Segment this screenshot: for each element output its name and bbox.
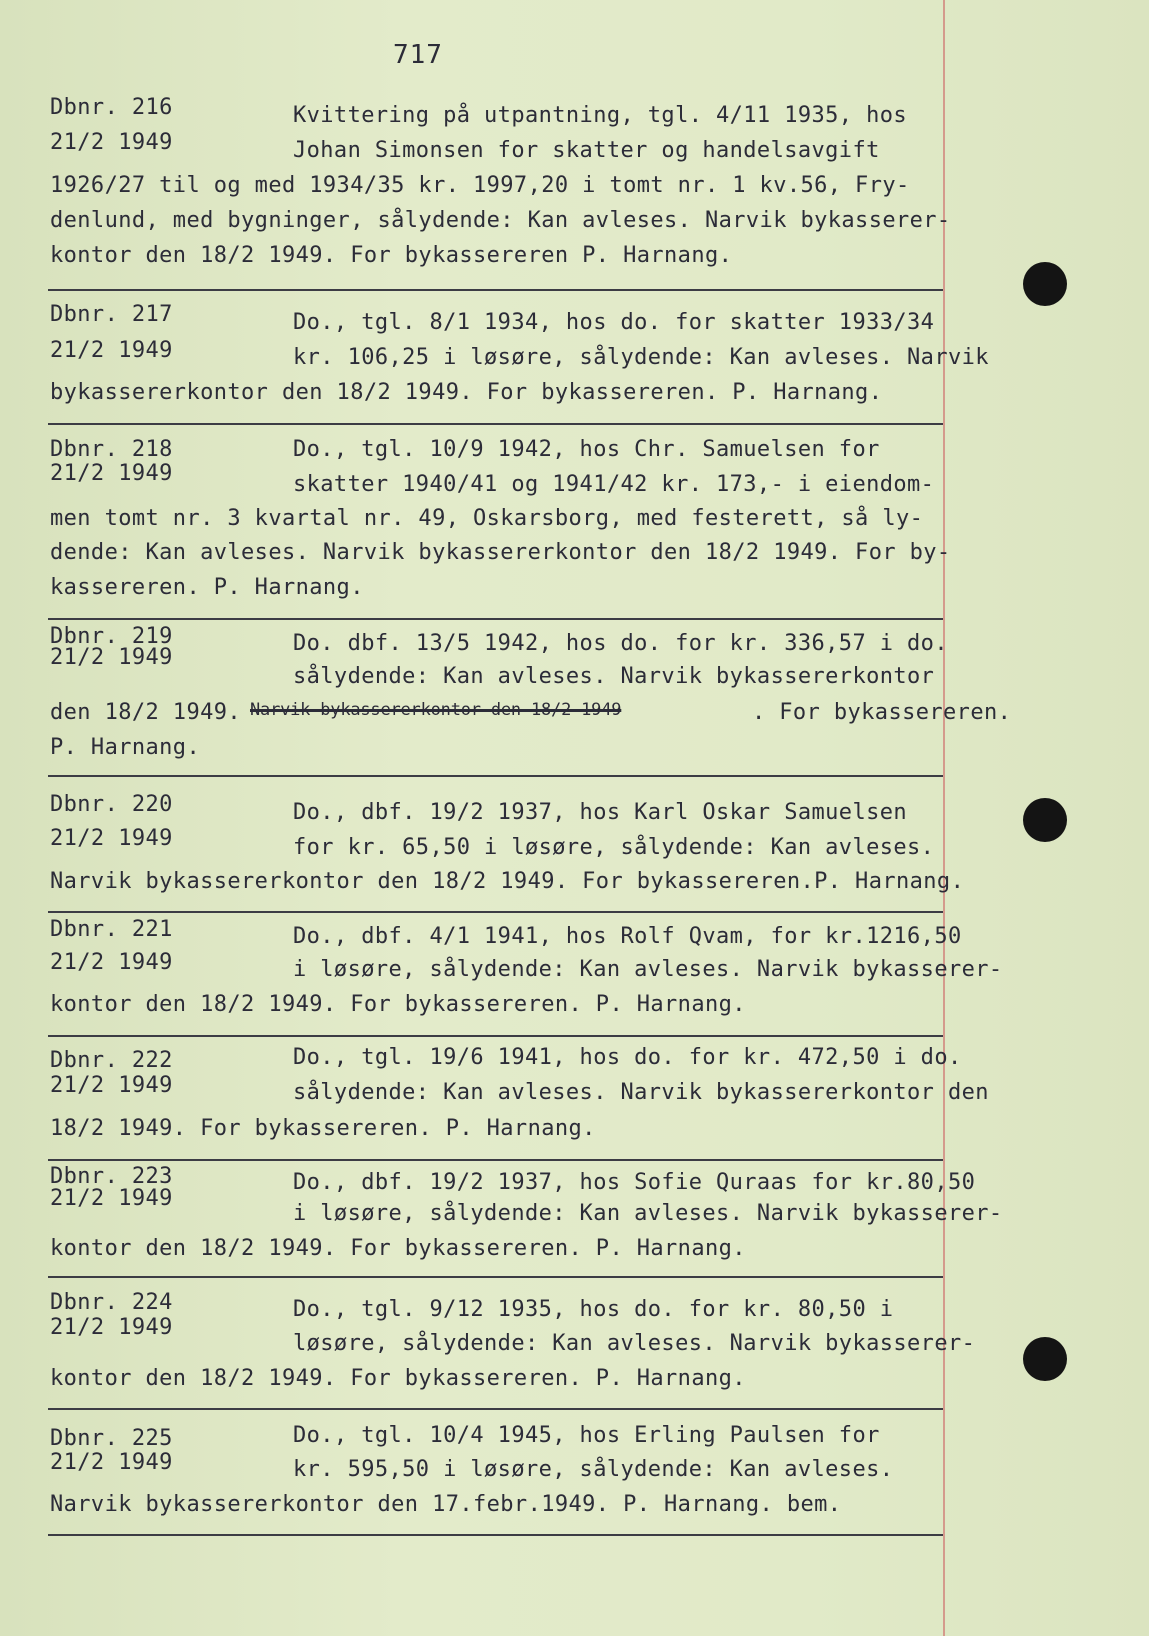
entry-number: Dbnr. 225 bbox=[50, 1426, 173, 1451]
entry-divider bbox=[48, 289, 943, 291]
entry-text-line: kassereren. P. Harnang. bbox=[50, 575, 364, 600]
entry-divider bbox=[48, 1408, 943, 1410]
entry-date: 21/2 1949 bbox=[50, 1186, 173, 1211]
entry-number: Dbnr. 221 bbox=[50, 917, 173, 942]
entry-text-line: Do., tgl. 10/4 1945, hos Erling Paulsen for bbox=[293, 1423, 880, 1448]
entry-divider bbox=[48, 1035, 943, 1037]
entry-text-line: Do., tgl. 9/12 1935, hos do. for kr. 80,50 i bbox=[293, 1297, 894, 1322]
entry-text-line: Do., tgl. 8/1 1934, hos do. for skatter 1933/34 bbox=[293, 310, 935, 335]
entry-text-line: Kvittering på utpantning, tgl. 4/11 1935, hos bbox=[293, 103, 908, 128]
entry-date: 21/2 1949 bbox=[50, 826, 173, 851]
entry-text-line: sålydende: Kan avleses. Narvik bykassererkontor den bbox=[293, 1080, 989, 1105]
entry-text-line: Do., tgl. 19/6 1941, hos do. for kr. 472,50 i do. bbox=[293, 1045, 962, 1070]
entry-text-line: kontor den 18/2 1949. For bykassereren. P. Harnang. bbox=[50, 1236, 746, 1261]
entry-divider bbox=[48, 1159, 943, 1161]
entry-text-line: kontor den 18/2 1949. For bykassereren P. Harnang. bbox=[50, 243, 733, 268]
entry-date: 21/2 1949 bbox=[50, 1315, 173, 1340]
entry-number: Dbnr. 220 bbox=[50, 792, 173, 817]
entry-text-line: Do., dbf. 19/2 1937, hos Sofie Quraas for kr.80,50 bbox=[293, 1170, 976, 1195]
punch-hole-icon bbox=[1023, 1337, 1067, 1381]
entry-divider bbox=[48, 1534, 943, 1536]
entry-text-line: denlund, med bygninger, sålydende: Kan avleses. Narvik bykasserer- bbox=[50, 208, 951, 233]
entry-text-line: for kr. 65,50 i løsøre, sålydende: Kan avleses. bbox=[293, 835, 935, 860]
entry-text-line: Do., tgl. 10/9 1942, hos Chr. Samuelsen for bbox=[293, 437, 880, 462]
entry-text-line: kontor den 18/2 1949. For bykassereren. P. Harnang. bbox=[50, 1366, 746, 1391]
entry-text-line: Do., dbf. 4/1 1941, hos Rolf Qvam, for kr.1216,50 bbox=[293, 924, 962, 949]
entry-text-line: Do., dbf. 19/2 1937, hos Karl Oskar Samuelsen bbox=[293, 800, 908, 825]
entry-divider bbox=[48, 1276, 943, 1278]
page-number: 717 bbox=[393, 40, 443, 70]
entry-date: 21/2 1949 bbox=[50, 1450, 173, 1475]
entry-divider bbox=[48, 423, 943, 425]
entry-text-line: men tomt nr. 3 kvartal nr. 49, Oskarsborg, med festerett, så ly- bbox=[50, 506, 924, 531]
entry-text-line: den 18/2 1949. bbox=[50, 700, 242, 725]
entry-number: Dbnr. 216 bbox=[50, 95, 173, 120]
entry-number: Dbnr. 218 bbox=[50, 437, 173, 462]
entry-text-line: i løsøre, sålydende: Kan avleses. Narvik bykasserer- bbox=[293, 957, 1003, 982]
entry-text-line: bykassererkontor den 18/2 1949. For bykassereren. P. Harnang. bbox=[50, 380, 883, 405]
entry-date: 21/2 1949 bbox=[50, 1073, 173, 1098]
entry-text-line: 18/2 1949. For bykassereren. P. Harnang. bbox=[50, 1116, 596, 1141]
entry-text-line: sålydende: Kan avleses. Narvik bykassererkontor bbox=[293, 664, 935, 689]
entry-text-line: kontor den 18/2 1949. For bykassereren. P. Harnang. bbox=[50, 992, 746, 1017]
entry-text-line: 1926/27 til og med 1934/35 kr. 1997,20 i tomt nr. 1 kv.56, Fry- bbox=[50, 173, 910, 198]
entry-date: 21/2 1949 bbox=[50, 950, 173, 975]
struck-text: Narvik bykassererkontor den 18/2 1949 bbox=[250, 700, 622, 720]
entry-date: 21/2 1949 bbox=[50, 645, 173, 670]
entry-text-line: kr. 595,50 i løsøre, sålydende: Kan avleses. bbox=[293, 1457, 894, 1482]
entry-divider bbox=[48, 911, 943, 913]
entry-text-line: dende: Kan avleses. Narvik bykassererkontor den 18/2 1949. For by- bbox=[50, 540, 951, 565]
punch-hole-icon bbox=[1023, 798, 1067, 842]
entry-date: 21/2 1949 bbox=[50, 130, 173, 155]
entry-text-line: P. Harnang. bbox=[50, 735, 201, 760]
entry-text-line: . For bykassereren. bbox=[752, 700, 1012, 725]
entry-number: Dbnr. 223 bbox=[50, 1164, 173, 1189]
entry-number: Dbnr. 217 bbox=[50, 302, 173, 327]
margin-line bbox=[943, 0, 945, 1636]
entry-text-line: Narvik bykassererkontor den 17.febr.1949. P. Harnang. bem. bbox=[50, 1492, 842, 1517]
entry-date: 21/2 1949 bbox=[50, 461, 173, 486]
entry-text-line: skatter 1940/41 og 1941/42 kr. 173,- i eiendom- bbox=[293, 472, 935, 497]
entry-number: Dbnr. 224 bbox=[50, 1290, 173, 1315]
entry-text-line: Do. dbf. 13/5 1942, hos do. for kr. 336,57 i do. bbox=[293, 631, 948, 656]
punch-hole-icon bbox=[1023, 262, 1067, 306]
entry-text-line: i løsøre, sålydende: Kan avleses. Narvik bykasserer- bbox=[293, 1201, 1003, 1226]
entry-text-line: løsøre, sålydende: Kan avleses. Narvik bykasserer- bbox=[293, 1331, 976, 1356]
entry-number: Dbnr. 222 bbox=[50, 1048, 173, 1073]
entry-divider bbox=[48, 618, 943, 620]
entry-divider bbox=[48, 775, 943, 777]
entry-text-line: Johan Simonsen for skatter og handelsavgift bbox=[293, 138, 880, 163]
entry-text-line: Narvik bykassererkontor den 18/2 1949. For bykassereren.P. Harnang. bbox=[50, 869, 965, 894]
entry-text-line: kr. 106,25 i løsøre, sålydende: Kan avleses. Narvik bbox=[293, 345, 989, 370]
entry-number: Dbnr. 219 bbox=[50, 624, 173, 649]
entry-date: 21/2 1949 bbox=[50, 338, 173, 363]
